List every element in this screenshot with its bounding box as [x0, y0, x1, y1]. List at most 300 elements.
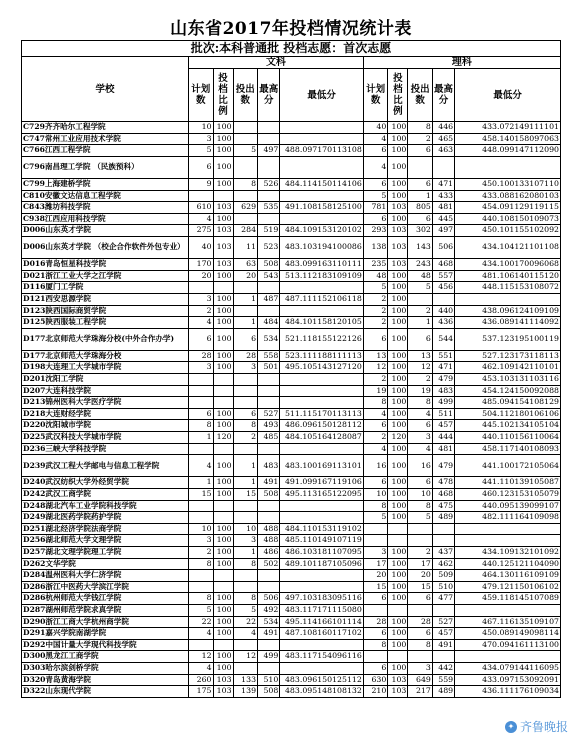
table-row: [22, 686, 561, 698]
w-cell-3: 491: [258, 628, 280, 640]
w-cell-0: 40: [189, 236, 214, 258]
w-cell-2: [233, 190, 258, 202]
w-cell-2: 1: [233, 455, 258, 477]
w-cell-0: [189, 500, 214, 512]
l-cell-2: 805: [408, 202, 433, 214]
school-name: C843潍坊科技学院: [22, 202, 189, 214]
w-cell-3: [258, 385, 280, 397]
w-cell-4: [280, 156, 364, 178]
w-cell-1: 100: [213, 558, 233, 570]
w-cell-1: 103: [213, 259, 233, 271]
l-cell-1: 100: [388, 500, 408, 512]
w-cell-3: 485: [258, 432, 280, 444]
w-cell-0: 1: [189, 432, 214, 444]
l-cell-0: 6: [363, 628, 388, 640]
l-cell-2: 143: [408, 236, 433, 258]
school-name: D177北京师范大学珠海分校(中外合作办学): [22, 328, 189, 350]
w-cell-2: 284: [233, 225, 258, 237]
l-cell-4: [455, 156, 561, 178]
w-cell-0: 20: [189, 270, 214, 282]
l-cell-4: 458.117140108093: [455, 443, 561, 455]
l-cell-1: 100: [388, 420, 408, 432]
l-cell-4: 433.072149111101: [455, 122, 561, 134]
admission-table: [21, 40, 561, 698]
school-name: D251湖北经济学院法商学院: [22, 523, 189, 535]
l-cell-4: [455, 535, 561, 547]
l-cell-2: 8: [408, 500, 433, 512]
w-cell-3: 492: [258, 604, 280, 616]
w-cell-3: 508: [258, 686, 280, 698]
l-cell-0: 6: [363, 178, 388, 190]
table-row: [22, 282, 561, 294]
l-cell-2: 19: [408, 385, 433, 397]
w-cell-3: [258, 570, 280, 582]
w-cell-0: 5: [189, 145, 214, 157]
w-cell-2: 12: [233, 651, 258, 663]
w-cell-2: 139: [233, 686, 258, 698]
school-name: D303哈尔滨剑桥学院: [22, 662, 189, 674]
l-cell-4: 485.094154108129: [455, 397, 561, 409]
w-cell-0: 6: [189, 408, 214, 420]
l-cell-4: 441.100172105064: [455, 455, 561, 477]
l-cell-3: 499: [432, 397, 454, 409]
w-cell-0: 4: [189, 628, 214, 640]
l-cell-0: 3: [363, 546, 388, 558]
l-cell-3: 479: [432, 455, 454, 477]
w-cell-1: 100: [213, 362, 233, 374]
w-cell-3: 488: [258, 523, 280, 535]
l-cell-4: 440.095139099107: [455, 500, 561, 512]
l-cell-3: 544: [432, 328, 454, 350]
school-name: D286杭州师范大学钱江学院: [22, 593, 189, 605]
w-cell-2: [233, 374, 258, 386]
w-cell-0: [189, 385, 214, 397]
l-cell-3: 436: [432, 317, 454, 329]
l-cell-3: [432, 604, 454, 616]
l-cell-1: 100: [388, 546, 408, 558]
l-cell-1: 100: [388, 662, 408, 674]
w-cell-0: 4: [189, 455, 214, 477]
w-cell-2: 1: [233, 477, 258, 489]
l-cell-3: 437: [432, 546, 454, 558]
l-cell-4: 433.097153092091: [455, 674, 561, 686]
l-cell-3: 471: [432, 178, 454, 190]
l-cell-4: 479.121150106102: [455, 581, 561, 593]
w-cell-0: 1: [189, 477, 214, 489]
l-cell-2: 20: [408, 570, 433, 582]
school-name: D249湖北医药学院药护学院: [22, 512, 189, 524]
table-row: [22, 558, 561, 570]
table-row: [22, 362, 561, 374]
l-cell-0: 19: [363, 385, 388, 397]
w-cell-3: 534: [258, 616, 280, 628]
w-cell-0: 8: [189, 593, 214, 605]
l-max-header: 最高分: [432, 69, 454, 122]
w-cell-3: 535: [258, 202, 280, 214]
w-cell-3: [258, 374, 280, 386]
w-cell-1: [213, 374, 233, 386]
l-cell-4: 454.091129119115: [455, 202, 561, 214]
w-cell-4: [280, 581, 364, 593]
l-cell-2: 17: [408, 558, 433, 570]
l-cell-4: 436.089141114092: [455, 317, 561, 329]
table-row: [22, 270, 561, 282]
w-cell-2: 6: [233, 328, 258, 350]
table-row: [22, 546, 561, 558]
l-cell-2: 13: [408, 350, 433, 362]
l-cell-2: 3: [408, 432, 433, 444]
l-cell-0: 40: [363, 122, 388, 134]
w-cell-0: 275: [189, 225, 214, 237]
l-cell-0: 2: [363, 317, 388, 329]
l-cell-4: 448.099147112090: [455, 145, 561, 157]
school-name: D248湖北汽车工业学院科技学院: [22, 500, 189, 512]
l-cell-1: 103: [388, 202, 408, 214]
l-plan-header: 计划数: [363, 69, 388, 122]
w-cell-1: [213, 282, 233, 294]
l-cell-3: 510: [432, 581, 454, 593]
l-cell-2: [408, 523, 433, 535]
l-cell-4: 467.116135109107: [455, 616, 561, 628]
document-title: 山东省2017年投档情况统计表: [170, 19, 412, 39]
w-cell-0: [189, 397, 214, 409]
l-cell-0: 5: [363, 190, 388, 202]
w-cell-2: 20: [233, 270, 258, 282]
l-cell-1: 100: [388, 305, 408, 317]
l-cell-1: 100: [388, 213, 408, 225]
school-name: D322山东现代学院: [22, 686, 189, 698]
w-cell-1: 103: [213, 686, 233, 698]
w-cell-4: 487.111152106118: [280, 293, 364, 305]
w-cell-1: 100: [213, 145, 233, 157]
school-name: D287湖州师范学院求真学院: [22, 604, 189, 616]
w-cell-4: 484.101158120105: [280, 317, 364, 329]
table-row: [22, 455, 561, 477]
w-cell-3: 534: [258, 328, 280, 350]
table-row: [22, 639, 561, 651]
w-cell-0: 12: [189, 651, 214, 663]
table-row: [22, 489, 561, 501]
w-cell-3: 526: [258, 178, 280, 190]
l-cell-3: 465: [432, 133, 454, 145]
w-cell-1: 103: [213, 202, 233, 214]
l-cell-4: [455, 651, 561, 663]
school-name: D207大连科技学院: [22, 385, 189, 397]
w-cell-0: 8: [189, 420, 214, 432]
w-cell-3: 510: [258, 674, 280, 686]
table-row: [22, 535, 561, 547]
l-cell-3: 479: [432, 374, 454, 386]
school-name: D116厦门工学院: [22, 282, 189, 294]
l-cell-4: 537.123195100119: [455, 328, 561, 350]
l-cell-1: 100: [388, 362, 408, 374]
l-cell-0: 293: [363, 225, 388, 237]
w-cell-2: 5: [233, 145, 258, 157]
w-cell-0: [189, 639, 214, 651]
w-cell-4: 521.118155122126: [280, 328, 364, 350]
l-cell-2: 1: [408, 317, 433, 329]
l-cell-4: 527.123173118113: [455, 350, 561, 362]
w-cell-0: 5: [189, 604, 214, 616]
l-cell-0: 6: [363, 145, 388, 157]
l-cell-2: 4: [408, 408, 433, 420]
w-cell-3: 519: [258, 225, 280, 237]
w-cell-0: 3: [189, 133, 214, 145]
l-cell-1: [388, 651, 408, 663]
l-cell-4: 434.079144116095: [455, 662, 561, 674]
l-cell-4: 459.118145107089: [455, 593, 561, 605]
l-cell-2: [408, 293, 433, 305]
table-row: [22, 317, 561, 329]
l-cell-3: [432, 535, 454, 547]
w-cell-4: 491.108158125100: [280, 202, 364, 214]
w-cell-4: 483.096150125112: [280, 674, 364, 686]
w-cell-2: [233, 662, 258, 674]
w-cell-1: 100: [213, 651, 233, 663]
w-cell-3: 491: [258, 477, 280, 489]
w-cell-0: 610: [189, 202, 214, 214]
l-cell-0: 6: [363, 328, 388, 350]
l-cell-1: 103: [388, 236, 408, 258]
l-cell-4: 440.125121104090: [455, 558, 561, 570]
l-cell-1: 100: [388, 317, 408, 329]
l-cell-1: 100: [388, 477, 408, 489]
l-cell-2: 6: [408, 420, 433, 432]
l-cell-0: 2: [363, 293, 388, 305]
l-cell-3: 433: [432, 190, 454, 202]
group-header-row: [22, 57, 561, 69]
w-cell-3: 502: [258, 558, 280, 570]
w-cell-3: [258, 156, 280, 178]
w-cell-4: 511.115170113113: [280, 408, 364, 420]
w-cell-4: [280, 662, 364, 674]
w-cell-3: [258, 397, 280, 409]
w-plan-header: 计划数: [189, 69, 214, 122]
school-name: D236三峡大学科技学院: [22, 443, 189, 455]
table-row: [22, 385, 561, 397]
w-cell-1: 100: [213, 489, 233, 501]
w-cell-3: [258, 512, 280, 524]
table-row: [22, 293, 561, 305]
w-cell-2: 1: [233, 317, 258, 329]
l-cell-4: [455, 293, 561, 305]
l-cell-4: 433.088162080103: [455, 190, 561, 202]
l-cell-0: 2: [363, 432, 388, 444]
w-cell-3: 508: [258, 489, 280, 501]
school-name: D006山东英才学院 （校企合作软件外包专业）: [22, 236, 189, 258]
l-cell-0: 781: [363, 202, 388, 214]
document-page: [21, 18, 561, 698]
l-cell-1: 100: [388, 639, 408, 651]
table-row: [22, 581, 561, 593]
l-cell-0: 2: [363, 374, 388, 386]
w-cell-4: [280, 639, 364, 651]
w-cell-1: 100: [213, 604, 233, 616]
like-header: 理科: [363, 57, 560, 69]
l-cell-4: 436.111176109034: [455, 686, 561, 698]
w-cell-0: 170: [189, 259, 214, 271]
w-cell-0: 4: [189, 213, 214, 225]
l-cell-1: 100: [388, 293, 408, 305]
table-row: [22, 570, 561, 582]
l-cell-2: 16: [408, 455, 433, 477]
w-cell-4: 497.103183095116: [280, 593, 364, 605]
school-name: D300黑龙江工商学院: [22, 651, 189, 663]
l-cell-2: 302: [408, 225, 433, 237]
school-name: D242武汉工商学院: [22, 489, 189, 501]
w-cell-0: 260: [189, 674, 214, 686]
l-cell-3: 481: [432, 202, 454, 214]
w-cell-2: 3: [233, 362, 258, 374]
w-cell-1: 100: [213, 593, 233, 605]
w-cell-1: 100: [213, 408, 233, 420]
watermark-text: 齐鲁晚报: [519, 720, 568, 734]
table-row: [22, 674, 561, 686]
l-cell-2: 243: [408, 259, 433, 271]
w-cell-1: [213, 500, 233, 512]
l-cell-0: 6: [363, 593, 388, 605]
w-cell-0: 15: [189, 489, 214, 501]
w-cell-0: 10: [189, 523, 214, 535]
w-cell-1: 100: [213, 616, 233, 628]
l-cell-0: 6: [363, 477, 388, 489]
l-cell-3: 456: [432, 282, 454, 294]
school-name: D291嘉兴学院南湖学院: [22, 628, 189, 640]
w-cell-1: [213, 581, 233, 593]
w-cell-1: [213, 385, 233, 397]
table-row: [22, 512, 561, 524]
w-cell-2: [233, 122, 258, 134]
l-cell-3: 491: [432, 639, 454, 651]
l-cell-2: 4: [408, 443, 433, 455]
table-row: [22, 213, 561, 225]
w-cell-3: 523: [258, 236, 280, 258]
l-cell-4: 470.094161113100: [455, 639, 561, 651]
w-cell-2: 5: [233, 604, 258, 616]
l-cell-2: 2: [408, 546, 433, 558]
w-cell-0: [189, 374, 214, 386]
l-cell-4: 434.109132101092: [455, 546, 561, 558]
l-cell-0: 13: [363, 350, 388, 362]
w-cell-3: [258, 133, 280, 145]
l-cell-0: [363, 604, 388, 616]
l-cell-3: 481: [432, 443, 454, 455]
l-cell-1: 100: [388, 443, 408, 455]
w-cell-2: [233, 385, 258, 397]
l-cell-1: 100: [388, 190, 408, 202]
w-cell-4: [280, 374, 364, 386]
l-cell-0: 28: [363, 616, 388, 628]
table-row: [22, 190, 561, 202]
w-cell-4: 483.099163110111: [280, 259, 364, 271]
l-cell-1: 103: [388, 225, 408, 237]
w-cell-2: 1: [233, 546, 258, 558]
w-cell-0: 8: [189, 558, 214, 570]
l-cell-4: 453.103131103116: [455, 374, 561, 386]
w-cell-1: 100: [213, 133, 233, 145]
school-name: D256湖北师范大学文理学院: [22, 535, 189, 547]
table-row: [22, 374, 561, 386]
w-cell-1: [213, 397, 233, 409]
w-cell-4: 487.108160117102: [280, 628, 364, 640]
w-cell-0: 28: [189, 350, 214, 362]
l-cell-4: 441.110139105087: [455, 477, 561, 489]
w-cell-2: [233, 500, 258, 512]
l-cell-4: 458.140158097063: [455, 133, 561, 145]
l-cell-3: 463: [432, 145, 454, 157]
w-cell-0: 175: [189, 686, 214, 698]
l-cell-0: 48: [363, 270, 388, 282]
l-cell-4: 462.109142110101: [455, 362, 561, 374]
w-ratio-header: 投档比例: [213, 69, 233, 122]
w-cell-3: 484: [258, 317, 280, 329]
l-cell-1: 100: [388, 374, 408, 386]
l-cell-2: 28: [408, 616, 433, 628]
w-cell-1: 100: [213, 293, 233, 305]
w-cell-4: 483.100169113101: [280, 455, 364, 477]
l-cell-3: 445: [432, 213, 454, 225]
l-cell-4: 448.115153108072: [455, 282, 561, 294]
w-cell-0: 3: [189, 293, 214, 305]
l-cell-3: 483: [432, 385, 454, 397]
w-cell-2: 11: [233, 236, 258, 258]
w-cell-4: 484.110153119102: [280, 523, 364, 535]
l-cell-4: 460.123153105079: [455, 489, 561, 501]
w-cell-4: 489.101187105096: [280, 558, 364, 570]
l-cell-3: 444: [432, 432, 454, 444]
l-cell-1: 100: [388, 570, 408, 582]
w-cell-4: 485.110149107119: [280, 535, 364, 547]
l-cell-4: 438.096124109109: [455, 305, 561, 317]
l-cell-0: 17: [363, 558, 388, 570]
l-cell-2: 5: [408, 512, 433, 524]
l-cell-3: 457: [432, 420, 454, 432]
w-cell-4: [280, 443, 364, 455]
l-cell-1: 100: [388, 593, 408, 605]
l-cell-3: 478: [432, 477, 454, 489]
l-cell-2: [408, 604, 433, 616]
w-cell-1: 100: [213, 628, 233, 640]
w-cell-1: 103: [213, 225, 233, 237]
w-cell-1: 100: [213, 156, 233, 178]
school-name: D021浙江工业大学之江学院: [22, 270, 189, 282]
w-cell-0: 3: [189, 535, 214, 547]
w-cell-1: 103: [213, 236, 233, 258]
l-cell-1: 100: [388, 156, 408, 178]
school-name: C799上海建桥学院: [22, 178, 189, 190]
school-name: D006山东英才学院: [22, 225, 189, 237]
l-min-header: 最低分: [455, 69, 561, 122]
l-cell-0: 138: [363, 236, 388, 258]
w-cell-1: 103: [213, 674, 233, 686]
school-name: D292中国计量大学现代科技学院: [22, 639, 189, 651]
l-count-header: 投出数: [408, 69, 433, 122]
w-cell-3: 499: [258, 651, 280, 663]
l-cell-2: 217: [408, 686, 433, 698]
w-cell-0: [189, 512, 214, 524]
l-cell-2: 3: [408, 662, 433, 674]
w-cell-3: [258, 443, 280, 455]
w-cell-2: 629: [233, 202, 258, 214]
l-cell-1: 100: [388, 489, 408, 501]
w-cell-4: 491.099167119106: [280, 477, 364, 489]
l-cell-1: 100: [388, 616, 408, 628]
w-cell-1: 100: [213, 213, 233, 225]
l-cell-2: 1: [408, 190, 433, 202]
l-cell-4: 464.130116109109: [455, 570, 561, 582]
w-cell-4: 484.109153120102: [280, 225, 364, 237]
w-cell-2: [233, 639, 258, 651]
